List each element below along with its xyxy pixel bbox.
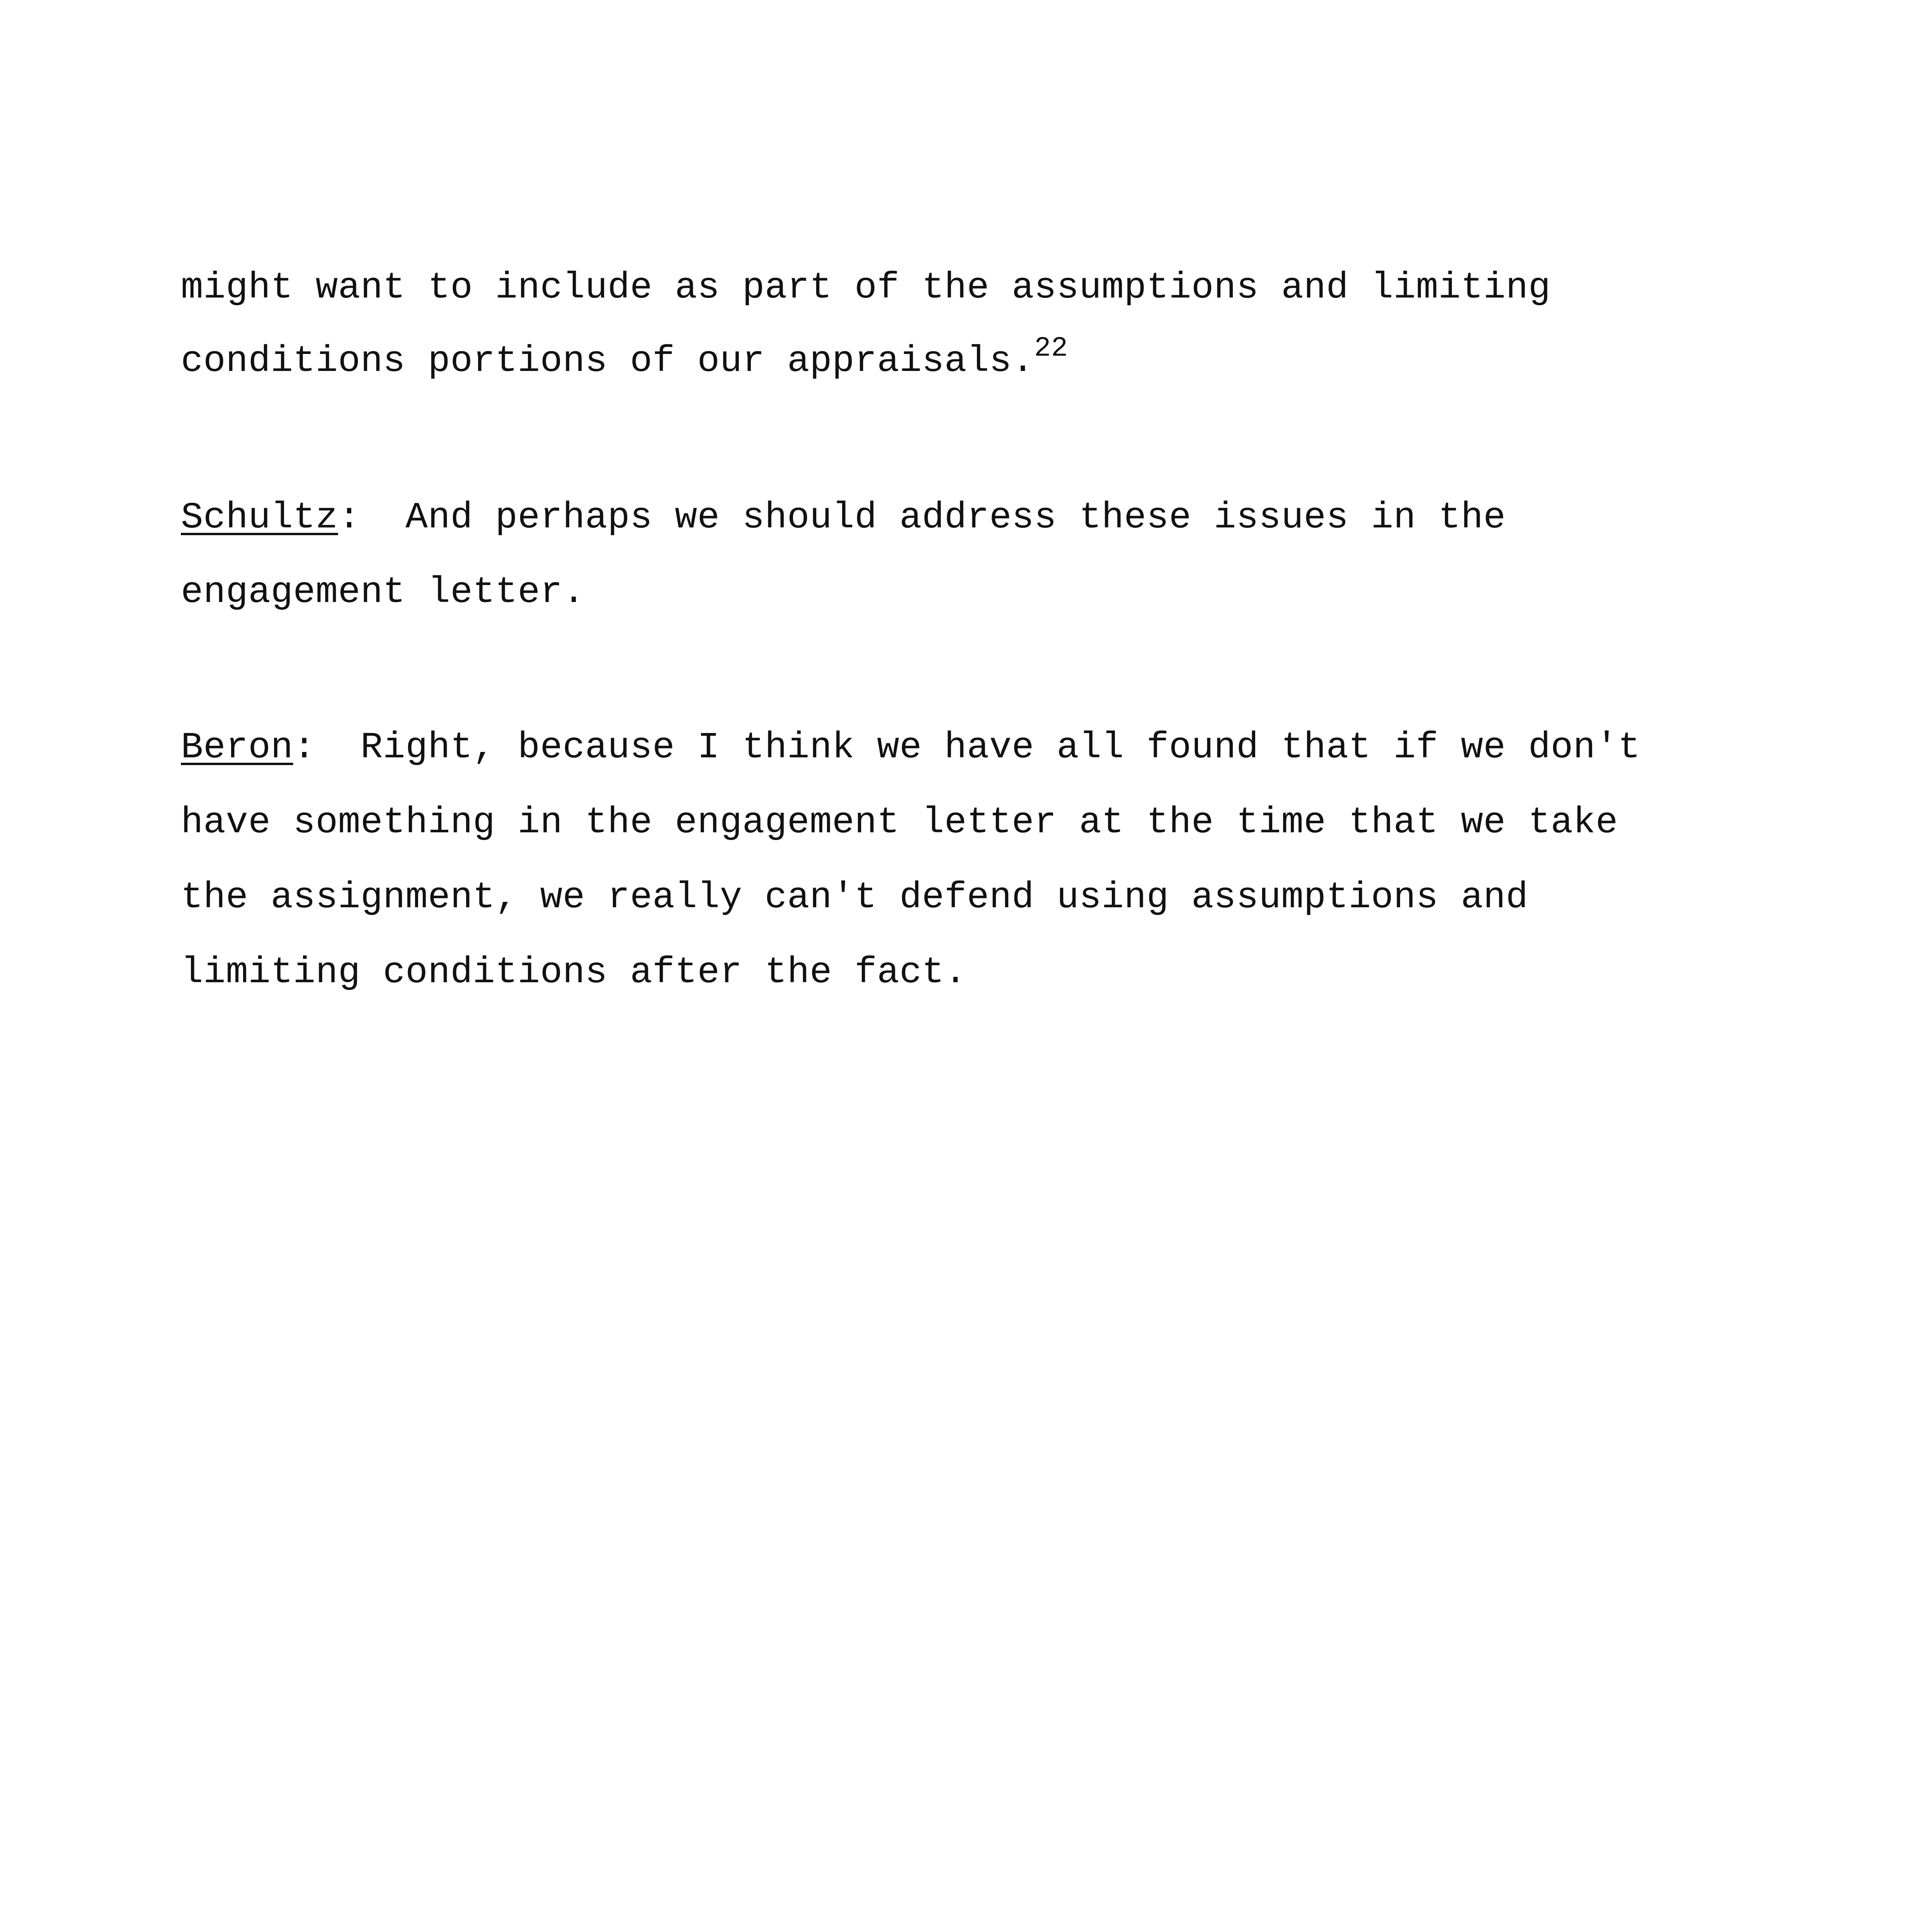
text: might want to include as part of the assumptions and limiting — [181, 267, 1551, 309]
text: have something in the engagement letter at the time that we take — [181, 801, 1618, 844]
paragraph-1-line-2 — [181, 332, 1068, 383]
text: engagement letter. — [181, 571, 585, 613]
text: Right, because I think we have all found that if we don't — [315, 726, 1641, 769]
paragraph-3-line-1 — [181, 726, 1640, 769]
paragraph-3-line-2 — [181, 801, 1618, 844]
paragraph-2-line-2 — [181, 571, 585, 614]
speaker-colon: : — [338, 497, 361, 539]
text: conditions portions of our appraisals. — [181, 340, 1035, 382]
text: the assignment, we really can't defend using assumptions and — [181, 876, 1528, 918]
text: limiting conditions after the fact. — [181, 951, 967, 993]
paragraph-3-line-4 — [181, 951, 967, 994]
speaker-colon: : — [293, 726, 316, 769]
text: And perhaps we should address these issues in the — [360, 497, 1506, 539]
paragraph-3-line-3 — [181, 876, 1528, 919]
speaker-name-schultz: Schultz — [181, 497, 338, 539]
speaker-name-beron: Beron — [181, 726, 293, 769]
paragraph-1-line-1 — [181, 267, 1551, 309]
paragraph-2-line-1 — [181, 497, 1506, 539]
footnote-reference: 22 — [1034, 332, 1068, 364]
